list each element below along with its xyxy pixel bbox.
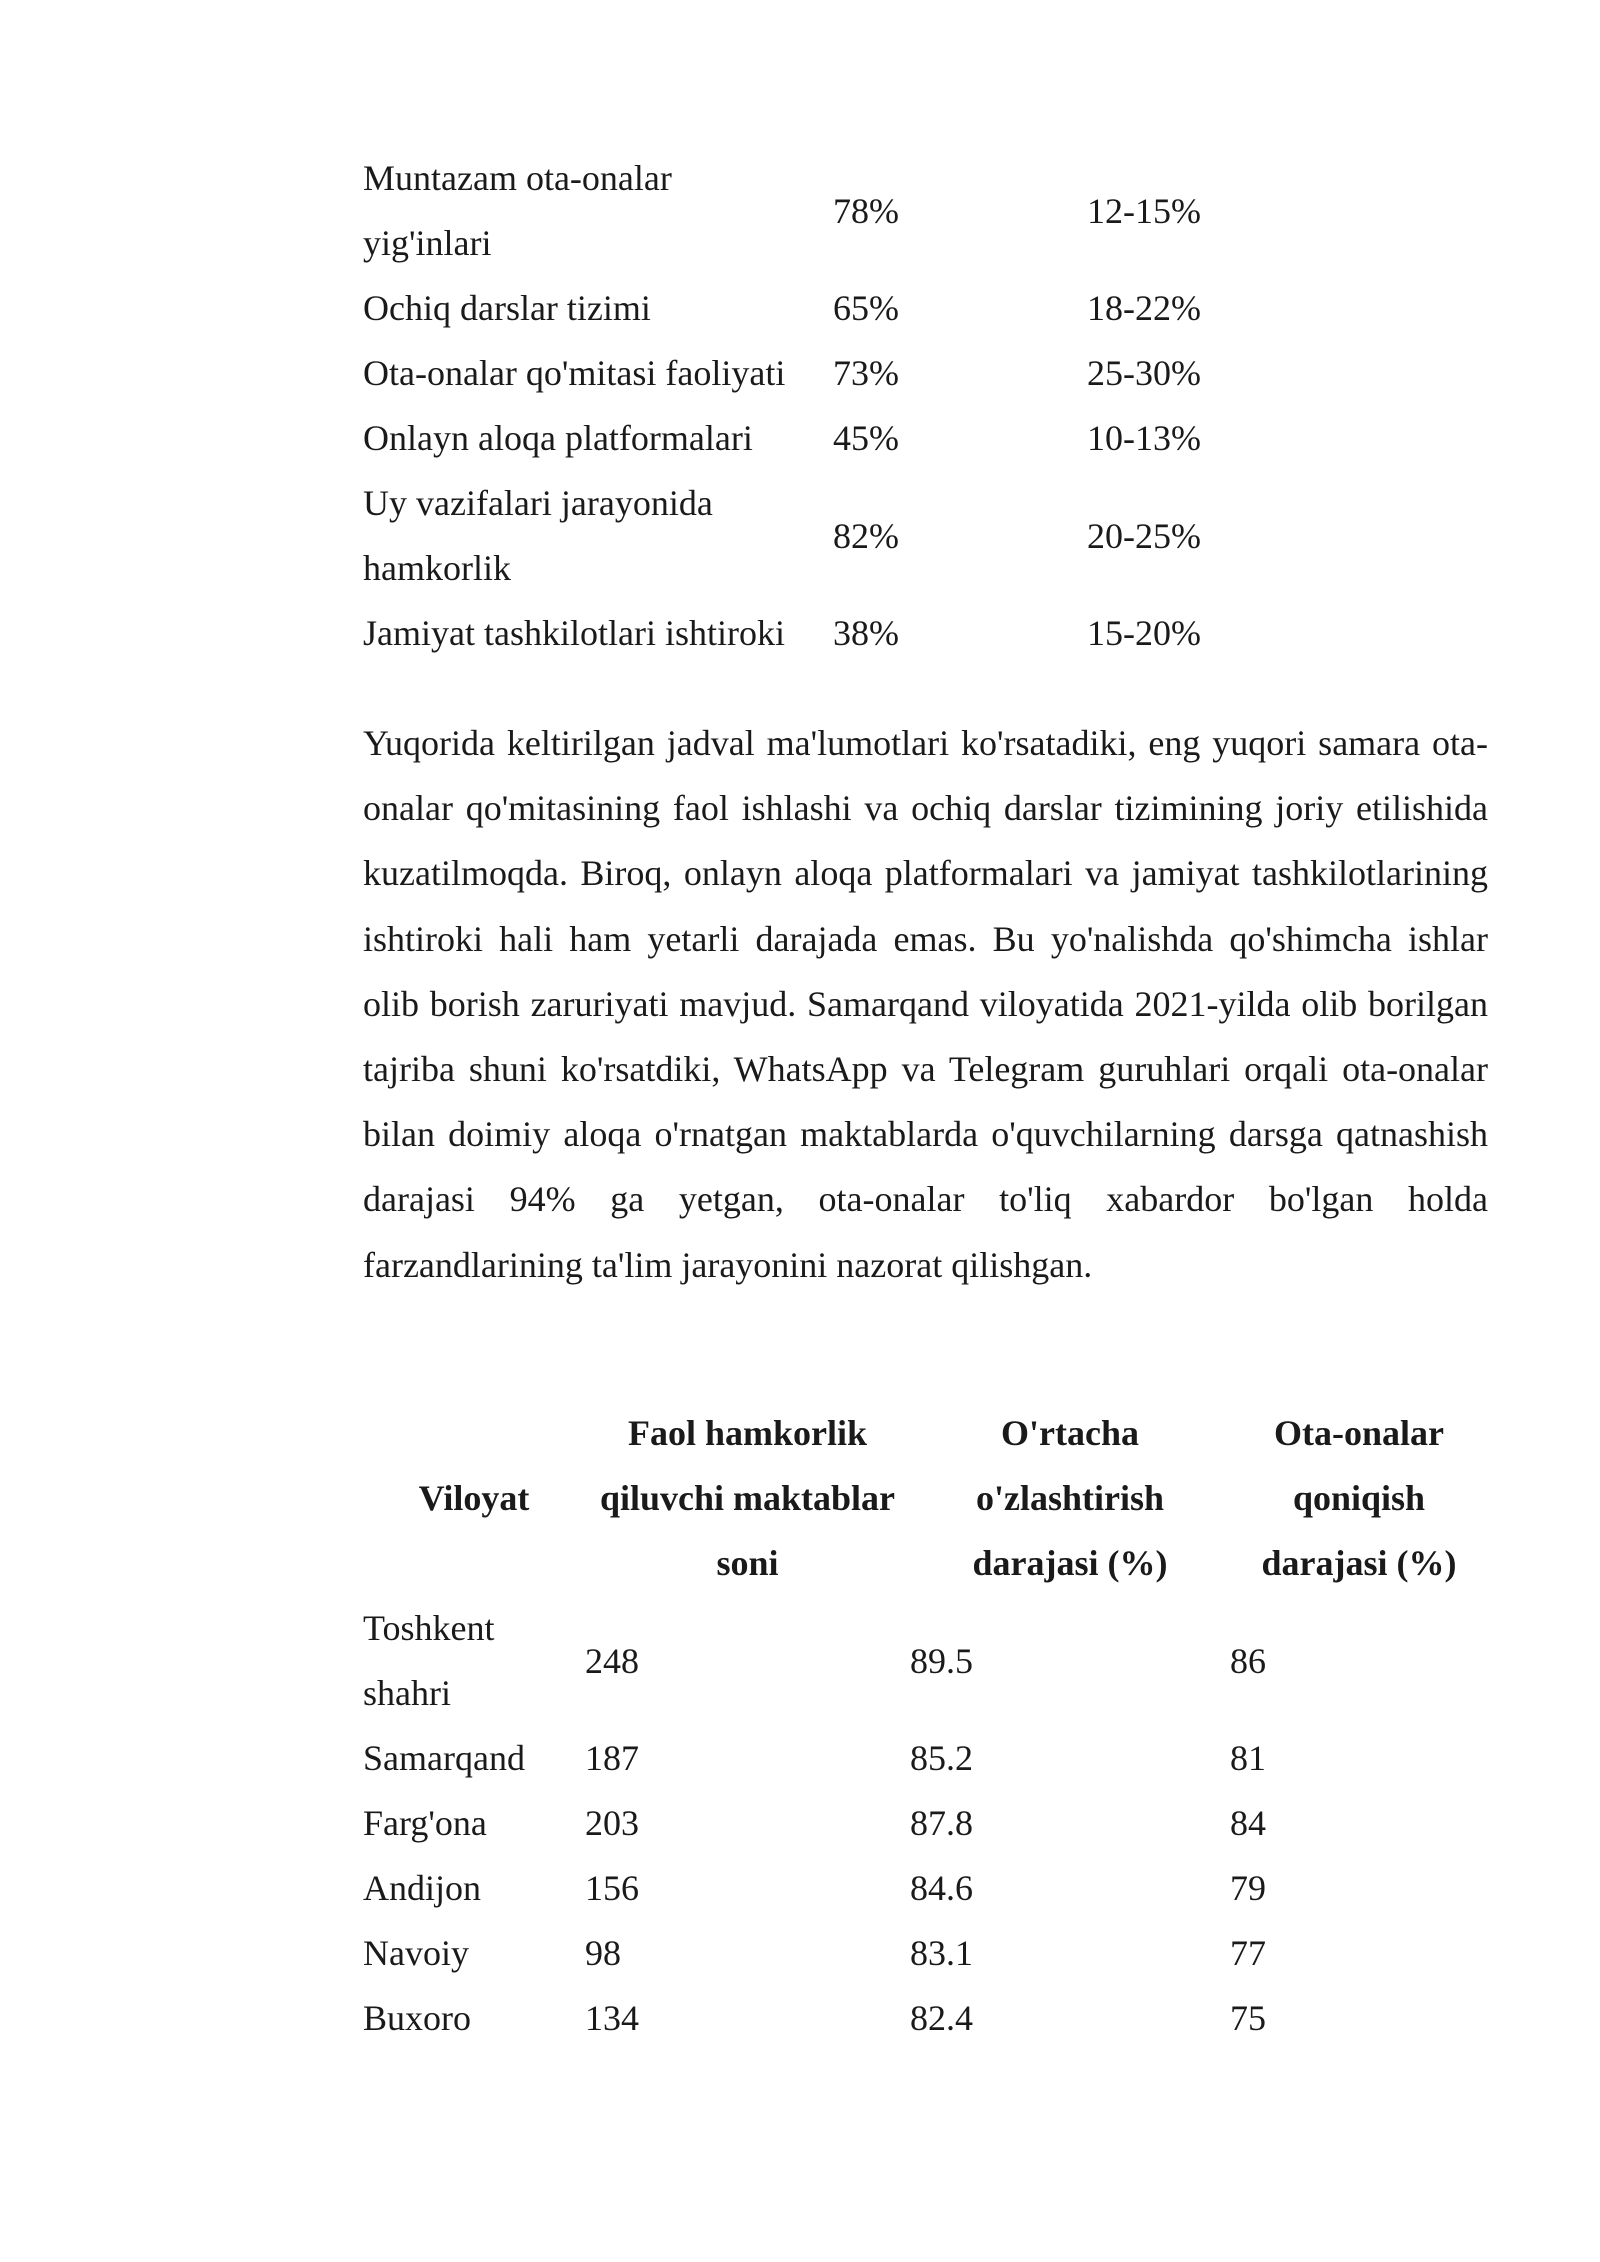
range-cell: 18-22% [1087,288,1201,328]
regional-statistics-table [363,1401,1488,2051]
mastery-cell: 85.2 [910,1738,973,1778]
satisfaction-cell: 86 [1230,1640,1266,1681]
mastery-cell: 87.8 [910,1803,973,1843]
method-cell: Onlayn aloqa platformalari [363,418,753,458]
table-row [363,1986,1488,2051]
table-row [363,1726,1488,1791]
table-row [363,276,1287,341]
table-row [363,1596,1488,1726]
mastery-cell: 83.1 [910,1933,973,1973]
region-cell: Andijon [363,1868,482,1908]
percent-cell: 65% [833,288,899,328]
range-cell: 15-20% [1087,613,1201,653]
table-row [363,406,1287,471]
percent-cell: 82% [833,515,899,556]
mastery-cell: 84.6 [910,1868,973,1908]
schools-cell: 187 [585,1738,639,1778]
mastery-cell: 82.4 [910,1998,973,2038]
method-cell: Ota-onalar qo'mitasi faoliyati [363,353,786,393]
body-paragraph: Yuqorida keltirilgan jadval ma'lumotlari ko'rsatadiki, eng yuqori samara ota-onalar qo'mitasining faol ishlashi va ochiq darslar tizimining joriy etilishida kuzatilmoqda. Biroq, onlayn aloqa platformalari va jamiyat tashkilotlarining ishtiroki hali ham yetarli darajada emas. Bu yo'nalishda qo'shimcha ishlar olib borish zaruriyati mavjud. Samarqand viloyatida 2021-yilda olib borilgan tajriba shuni ko'rsatdiki, WhatsApp va Telegram guruhlari orqali ota-onalar bilan doimiy aloqa o'rnatgan maktablarda o'quvchilarning darsga qatnashish darajasi 94% ga yetgan, ota-onalar to'liq xabardor bo'lgan holda farzandlarining ta'lim jarayonini nazorat qilishgan. [363,723,1488,1285]
schools-cell: 134 [585,1998,639,2038]
region-cell: Toshkent shahri [363,1608,495,1713]
region-cell: Samarqand [363,1738,525,1778]
satisfaction-cell: 79 [1230,1868,1266,1908]
cooperation-methods-table [363,146,1287,666]
range-cell: 12-15% [1087,190,1201,231]
table-row [363,341,1287,406]
method-cell: Uy vazifalari jarayonida hamkorlik [363,483,713,588]
method-cell: Muntazam ota-onalar yig'inlari [363,158,672,263]
header-schools: Faol hamkorlik qiluvchi maktablar soni [599,1413,896,1583]
method-cell: Jamiyat tashkilotlari ishtiroki [363,613,785,653]
table-row [363,601,1287,666]
schools-cell: 98 [585,1933,621,1973]
percent-cell: 73% [833,353,899,393]
table-row [363,1856,1488,1921]
header-mastery: O'rtacha o'zlashtirish darajasi (%) [972,1413,1168,1583]
document-page [363,0,1488,2262]
table-header-row [363,1401,1488,1596]
schools-cell: 203 [585,1803,639,1843]
region-cell: Buxoro [363,1998,471,2038]
schools-cell: 248 [585,1640,639,1681]
table-row [363,1921,1488,1986]
satisfaction-cell: 77 [1230,1933,1266,1973]
method-cell: Ochiq darslar tizimi [363,288,651,328]
schools-cell: 156 [585,1868,639,1908]
header-region: Viloyat [418,1478,530,1518]
satisfaction-cell: 75 [1230,1998,1266,2038]
header-satisfaction: Ota-onalar qoniqish darajasi (%) [1261,1413,1457,1583]
percent-cell: 78% [833,190,899,231]
range-cell: 10-13% [1087,418,1201,458]
table-row [363,146,1287,276]
percent-cell: 38% [833,613,899,653]
range-cell: 25-30% [1087,353,1201,393]
satisfaction-cell: 84 [1230,1803,1266,1843]
region-cell: Navoiy [363,1933,469,1973]
range-cell: 20-25% [1087,515,1201,556]
satisfaction-cell: 81 [1230,1738,1266,1778]
percent-cell: 45% [833,418,899,458]
table-row [363,471,1287,601]
region-cell: Farg'ona [363,1803,487,1843]
table-row [363,1791,1488,1856]
mastery-cell: 89.5 [910,1640,973,1681]
